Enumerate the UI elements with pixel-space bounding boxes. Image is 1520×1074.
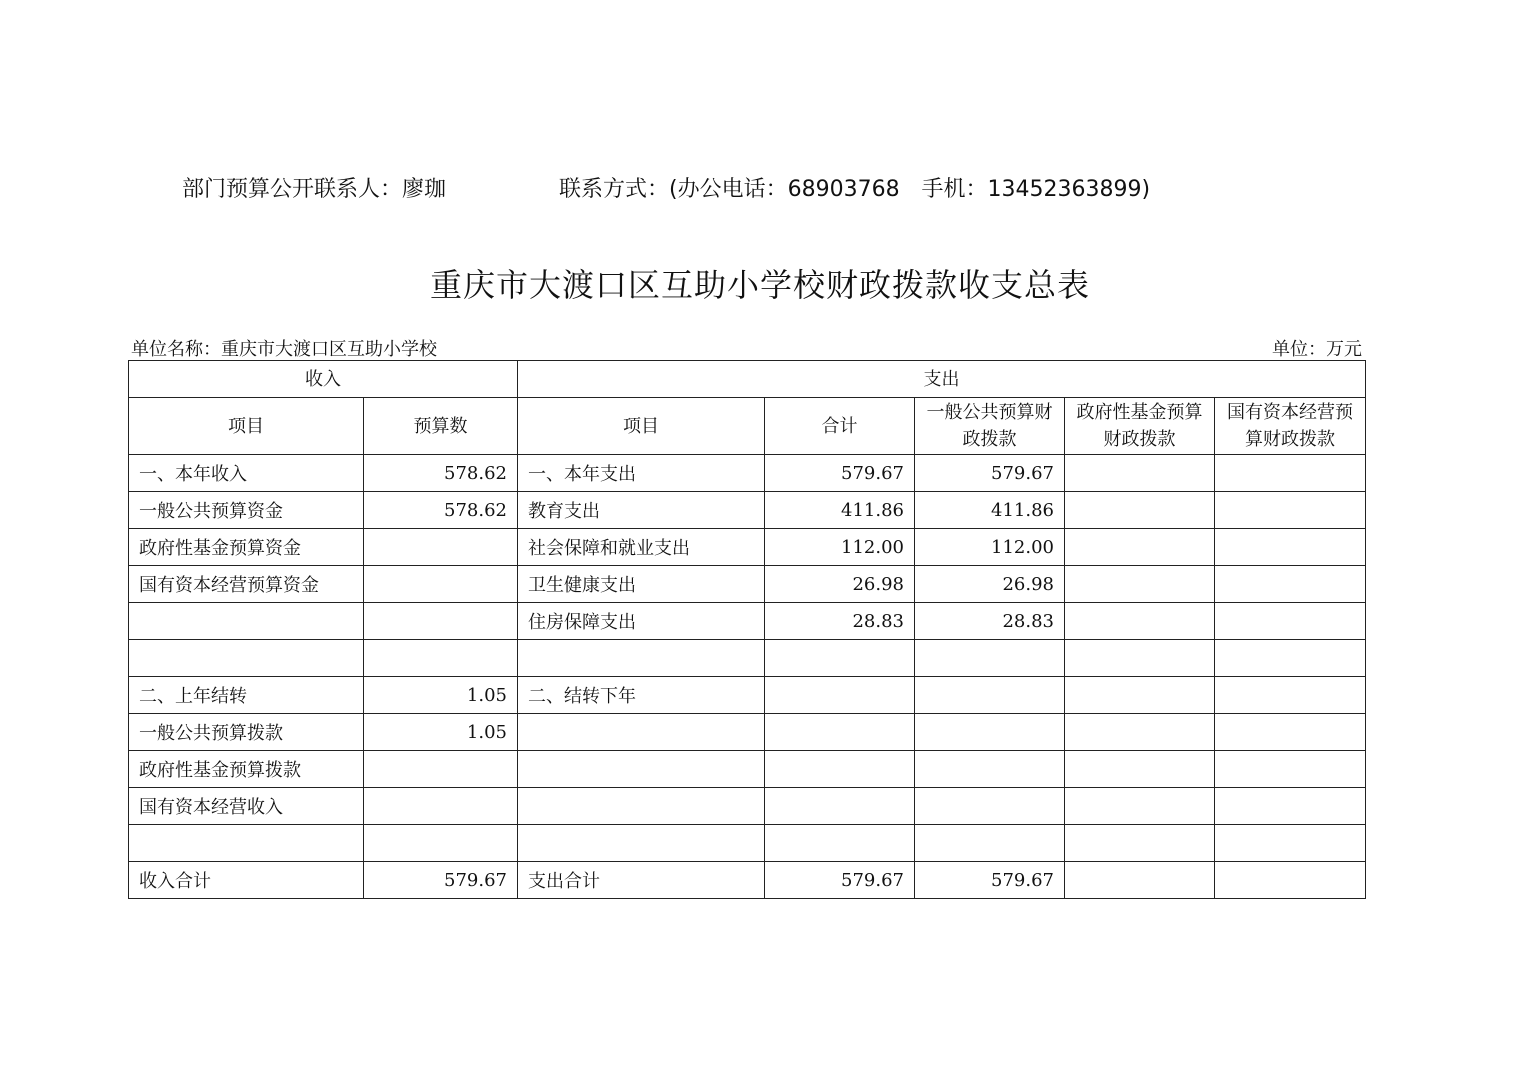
contact-line (182, 172, 1151, 203)
cell-income-item (129, 640, 364, 677)
cell-state-capital (1215, 677, 1366, 714)
table-row (129, 492, 1366, 529)
cell-state-capital (1215, 566, 1366, 603)
col-header-state-capital: 国有资本经营预算财政拨款 (1215, 398, 1366, 455)
cell-expense-item: 卫生健康支出 (518, 566, 765, 603)
cell-total (765, 640, 915, 677)
contact-phone: 联系方式：(办公电话：68903768 手机：13452363899) (559, 177, 1151, 202)
cell-income-item (129, 603, 364, 640)
cell-income-budget (364, 603, 518, 640)
cell-income-budget: 579.67 (364, 862, 518, 899)
table-row (129, 640, 1366, 677)
cell-general-public (915, 788, 1065, 825)
cell-gov-fund (1065, 603, 1215, 640)
cell-general-public (915, 640, 1065, 677)
table-body (129, 455, 1366, 899)
cell-expense-item: 一、本年支出 (518, 455, 765, 492)
col-header-expense-item: 项目 (518, 398, 765, 455)
cell-income-budget (364, 640, 518, 677)
table-row (129, 677, 1366, 714)
cell-income-item (129, 825, 364, 862)
expense-group-header: 支出 (518, 361, 1366, 398)
cell-general-public: 26.98 (915, 566, 1065, 603)
table-row (129, 862, 1366, 899)
cell-total (765, 788, 915, 825)
cell-total: 28.83 (765, 603, 915, 640)
cell-gov-fund (1065, 566, 1215, 603)
cell-total (765, 751, 915, 788)
col-header-income-item: 项目 (129, 398, 364, 455)
cell-state-capital (1215, 529, 1366, 566)
cell-gov-fund (1065, 751, 1215, 788)
cell-general-public: 579.67 (915, 862, 1065, 899)
col-header-gov-fund: 政府性基金预算财政拨款 (1065, 398, 1215, 455)
cell-total: 579.67 (765, 862, 915, 899)
cell-total (765, 677, 915, 714)
cell-state-capital (1215, 751, 1366, 788)
cell-general-public: 112.00 (915, 529, 1065, 566)
cell-state-capital (1215, 640, 1366, 677)
cell-income-budget (364, 751, 518, 788)
cell-state-capital (1215, 492, 1366, 529)
cell-state-capital (1215, 788, 1366, 825)
cell-general-public (915, 825, 1065, 862)
budget-summary-table (128, 360, 1366, 899)
cell-gov-fund (1065, 529, 1215, 566)
cell-total (765, 714, 915, 751)
page-title: 重庆市大渡口区互助小学校财政拨款收支总表 (429, 266, 1090, 304)
cell-income-item: 国有资本经营预算资金 (129, 566, 364, 603)
cell-income-budget: 578.62 (364, 492, 518, 529)
col-header-total: 合计 (765, 398, 915, 455)
cell-total: 411.86 (765, 492, 915, 529)
cell-gov-fund (1065, 862, 1215, 899)
cell-gov-fund (1065, 788, 1215, 825)
column-header-row (129, 398, 1366, 455)
table-row (129, 603, 1366, 640)
cell-general-public: 579.67 (915, 455, 1065, 492)
cell-income-item: 收入合计 (129, 862, 364, 899)
cell-expense-item (518, 640, 765, 677)
cell-income-budget (364, 529, 518, 566)
unit-currency: 单位：万元 (1272, 339, 1362, 360)
cell-general-public (915, 714, 1065, 751)
cell-income-budget (364, 825, 518, 862)
cell-income-budget (364, 788, 518, 825)
cell-state-capital (1215, 714, 1366, 751)
cell-income-budget: 1.05 (364, 677, 518, 714)
cell-gov-fund (1065, 714, 1215, 751)
cell-income-item: 一般公共预算拨款 (129, 714, 364, 751)
cell-state-capital (1215, 862, 1366, 899)
cell-general-public (915, 751, 1065, 788)
cell-state-capital (1215, 455, 1366, 492)
unit-name: 单位名称：重庆市大渡口区互助小学校 (131, 339, 437, 360)
cell-total: 112.00 (765, 529, 915, 566)
cell-gov-fund (1065, 492, 1215, 529)
cell-income-item: 一、本年收入 (129, 455, 364, 492)
contact-person: 部门预算公开联系人：廖珈 (182, 177, 447, 202)
table-row (129, 529, 1366, 566)
cell-expense-item (518, 714, 765, 751)
col-header-general-public: 一般公共预算财政拨款 (915, 398, 1065, 455)
cell-expense-item: 社会保障和就业支出 (518, 529, 765, 566)
cell-income-item: 二、上年结转 (129, 677, 364, 714)
group-header-row (129, 361, 1366, 398)
cell-expense-item (518, 825, 765, 862)
cell-state-capital (1215, 825, 1366, 862)
table-row (129, 714, 1366, 751)
cell-gov-fund (1065, 825, 1215, 862)
table-row (129, 751, 1366, 788)
table-row (129, 788, 1366, 825)
cell-gov-fund (1065, 455, 1215, 492)
cell-total (765, 825, 915, 862)
cell-general-public: 28.83 (915, 603, 1065, 640)
cell-expense-item: 支出合计 (518, 862, 765, 899)
cell-expense-item: 二、结转下年 (518, 677, 765, 714)
cell-total: 579.67 (765, 455, 915, 492)
cell-gov-fund (1065, 677, 1215, 714)
cell-income-item: 政府性基金预算拨款 (129, 751, 364, 788)
cell-income-budget: 1.05 (364, 714, 518, 751)
cell-gov-fund (1065, 640, 1215, 677)
col-header-income-budget: 预算数 (364, 398, 518, 455)
cell-state-capital (1215, 603, 1366, 640)
cell-total: 26.98 (765, 566, 915, 603)
cell-income-item: 一般公共预算资金 (129, 492, 364, 529)
cell-income-budget: 578.62 (364, 455, 518, 492)
table-row (129, 566, 1366, 603)
cell-general-public (915, 677, 1065, 714)
cell-expense-item: 教育支出 (518, 492, 765, 529)
cell-expense-item (518, 788, 765, 825)
cell-income-item: 国有资本经营收入 (129, 788, 364, 825)
table-row (129, 455, 1366, 492)
table-row (129, 825, 1366, 862)
cell-general-public: 411.86 (915, 492, 1065, 529)
cell-expense-item (518, 751, 765, 788)
income-group-header: 收入 (129, 361, 518, 398)
cell-expense-item: 住房保障支出 (518, 603, 765, 640)
cell-income-budget (364, 566, 518, 603)
cell-income-item: 政府性基金预算资金 (129, 529, 364, 566)
